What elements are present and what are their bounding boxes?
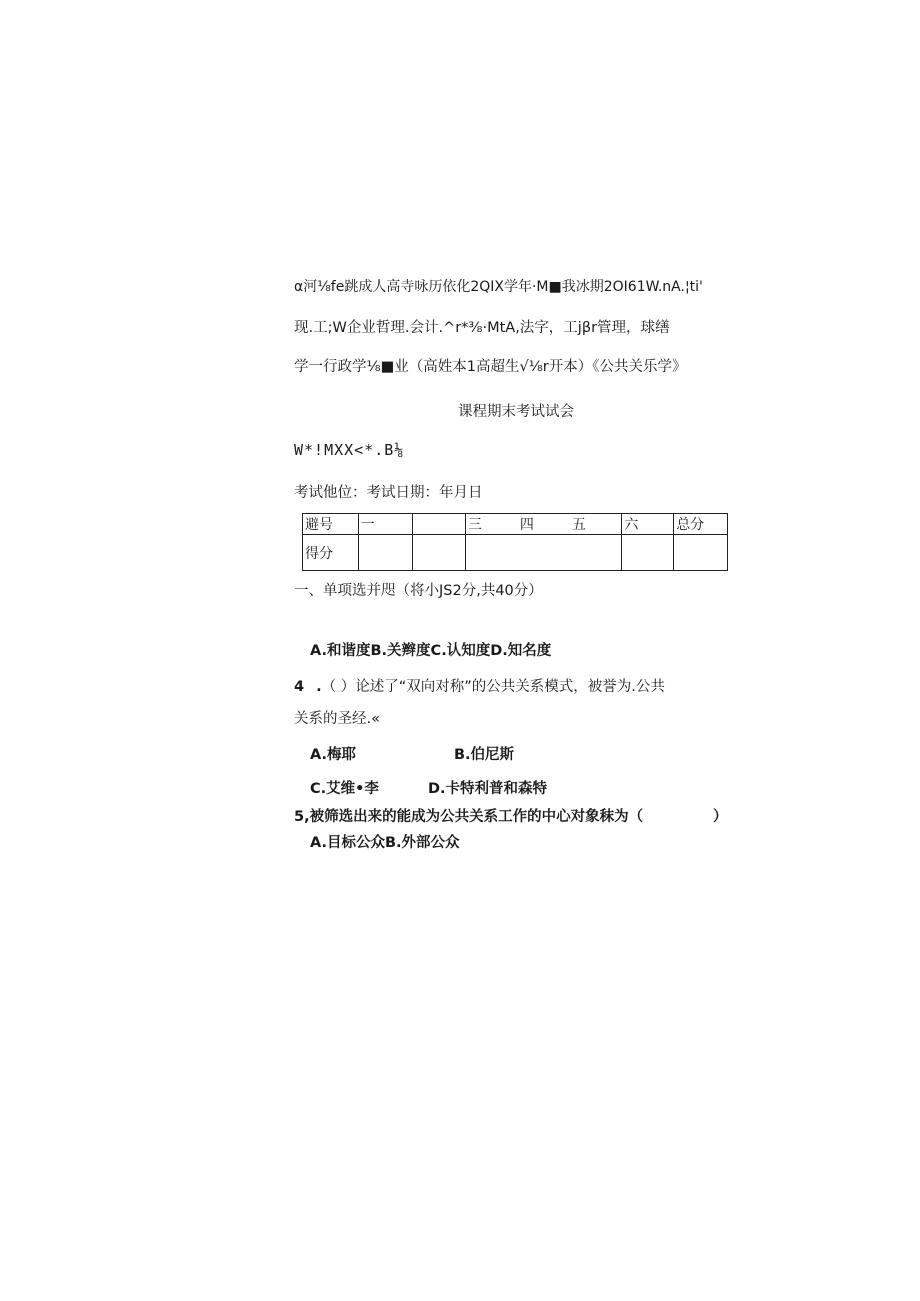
exam-info: 考试他位：考试日期：年月日 bbox=[294, 485, 483, 501]
question-4-option-b: B.伯尼斯 bbox=[454, 747, 515, 763]
question-4-option-a: A.梅耶 bbox=[310, 747, 356, 763]
question-4-option-c: C.艾维•李 bbox=[310, 781, 379, 797]
question-4-line-2: 关系的圣经.« bbox=[294, 711, 380, 727]
score-table-score-row bbox=[303, 535, 728, 571]
score-cell-6 bbox=[622, 535, 674, 571]
score-header-3-5 bbox=[465, 514, 622, 535]
score-header-1: 一 bbox=[358, 514, 412, 535]
header-line-2: 现.工;W企业哲理.会计.^r*⅜·MtA,法字，工jβr管理，球缮 bbox=[294, 320, 670, 336]
score-header-6: 六 bbox=[622, 514, 674, 535]
exam-code: W*!MXX<*.B⅛ bbox=[294, 441, 405, 459]
question-4-text-1: 论述了“双向对称”的公共关系模式，被誉为.公共 bbox=[355, 679, 665, 695]
question-4-paren: （ ） bbox=[321, 679, 356, 695]
score-cell-1 bbox=[358, 535, 412, 571]
score-table bbox=[302, 513, 728, 571]
score-header-5: 五 bbox=[571, 517, 586, 533]
score-table-header-row bbox=[303, 514, 728, 535]
question-4-line-1 bbox=[294, 677, 665, 697]
question-5-text: 5,被筛选出来的能成为公共关系工作的中心对象秣为（ bbox=[294, 809, 644, 825]
section-1-heading: 一、单项选并咫（将小JS2分,共40分） bbox=[294, 583, 543, 599]
header-line-1: α河⅛fe跳成人高寺咏历依化2QIX学年·M■我冰期2OI61W.nA.¦ti' bbox=[294, 279, 703, 295]
score-header-4: 四 bbox=[519, 517, 534, 533]
header-line-3: 学一行政学⅛■业（高姓本1高超生√⅛r开本）《公共关乐学》 bbox=[294, 359, 687, 375]
question-4-dot: . bbox=[316, 679, 322, 695]
score-header-2 bbox=[412, 514, 465, 535]
score-header-total: 总分 bbox=[674, 514, 728, 535]
score-cell-total bbox=[674, 535, 728, 571]
score-header-label: 避号 bbox=[303, 514, 359, 535]
question-4-number: 4 bbox=[294, 679, 305, 695]
question-4-option-d: D.卡特利普和森特 bbox=[428, 781, 548, 797]
score-header-3: 三 bbox=[467, 517, 482, 533]
score-cell-3-5 bbox=[465, 535, 622, 571]
question-3-options: A.和谐度B.关辫度C.认知度D.知名度 bbox=[310, 643, 552, 659]
exam-title: 课程期末考试试会 bbox=[458, 404, 574, 420]
question-5-options: A.目标公众B.外部公众 bbox=[310, 835, 460, 851]
question-5-close-paren: ） bbox=[713, 809, 728, 825]
score-row-label: 得分 bbox=[303, 535, 359, 571]
score-cell-2 bbox=[412, 535, 465, 571]
